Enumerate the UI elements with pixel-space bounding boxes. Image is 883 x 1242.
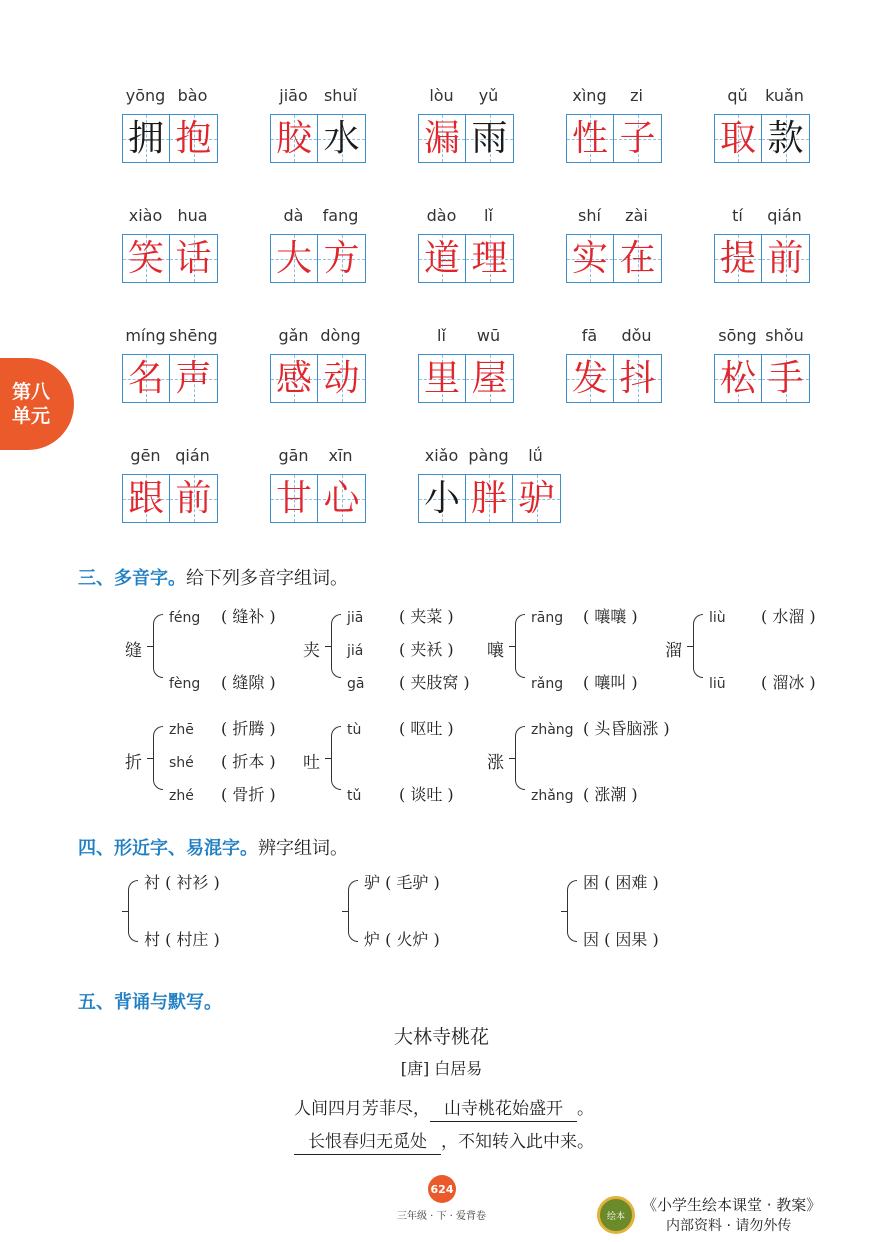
pinyin-syllable: wū <box>476 326 501 345</box>
tian-grid <box>714 234 810 283</box>
item-pinyin: liū <box>709 676 726 692</box>
pinyin-syllable: gǎn <box>278 326 309 345</box>
section5-heading <box>78 988 222 1014</box>
grid-character: 松 <box>719 357 756 399</box>
tian-grid <box>122 114 218 163</box>
item-pinyin: zhē <box>169 722 194 738</box>
polyphonic-item <box>709 670 816 693</box>
polyphonic-item <box>347 670 470 693</box>
tian-grid <box>122 354 218 403</box>
item-pinyin: jiá <box>347 643 364 659</box>
word-pinyin <box>418 206 512 234</box>
grid-character: 在 <box>619 237 656 279</box>
polyphonic-group <box>125 716 325 802</box>
poem-line2-post: ，不知转入此中来。 <box>441 1132 594 1152</box>
pinyin-syllable: zi <box>630 86 643 105</box>
footer-note: 内部资料 · 请勿外传 <box>666 1218 792 1234</box>
brace-point <box>687 646 693 647</box>
polyphonic-group <box>125 604 325 690</box>
tian-grid <box>418 474 561 523</box>
tian-grid <box>270 354 366 403</box>
poem-line1-pre: 人间四月芳菲尽， <box>294 1099 430 1119</box>
item-word: ( 缝隙 ) <box>221 673 276 692</box>
polyphonic-item <box>347 604 454 627</box>
grid-character: 漏 <box>423 117 460 159</box>
grid-character: 提 <box>719 237 756 279</box>
pinyin-syllable: míng <box>125 326 166 345</box>
similar-item <box>364 870 440 893</box>
word-pinyin <box>566 206 660 234</box>
tian-grid <box>714 114 810 163</box>
grid-cell <box>123 475 170 522</box>
pinyin-syllable: dào <box>426 206 457 225</box>
grid-cell <box>614 115 661 162</box>
polyphonic-item <box>531 716 670 739</box>
grid-cell <box>318 355 365 402</box>
word-pinyin <box>270 86 364 114</box>
word-pinyin <box>122 446 216 474</box>
brace-point <box>325 646 331 647</box>
item-word: ( 涨潮 ) <box>583 785 638 804</box>
similar-group <box>124 870 304 950</box>
grid-cell <box>466 475 513 522</box>
brace-point <box>342 911 348 912</box>
brace-mark <box>128 880 138 942</box>
page-number: 624 <box>428 1175 456 1203</box>
grid-cell <box>513 475 560 522</box>
word-pinyin <box>270 206 364 234</box>
grid-character: 发 <box>571 357 608 399</box>
word-pinyin <box>714 326 808 354</box>
item-pinyin: fèng <box>169 676 201 692</box>
brace-point <box>561 911 567 912</box>
grid-cell <box>466 355 513 402</box>
brace-point <box>325 758 331 759</box>
poem-title: 大林寺桃花 <box>393 1026 489 1048</box>
poem-line1-post: 。 <box>577 1099 594 1119</box>
pinyin-syllable: dǒu <box>621 326 652 345</box>
similar-item <box>583 870 659 893</box>
word-pinyin <box>270 326 364 354</box>
grid-cell <box>419 475 466 522</box>
item-word: ( 头昏脑涨 ) <box>583 719 670 738</box>
word-pinyin <box>122 86 216 114</box>
polyphonic-char: 溜 <box>665 641 682 661</box>
item-word: ( 缝补 ) <box>221 607 276 626</box>
brace-point <box>509 646 515 647</box>
pinyin-syllable: pàng <box>468 446 509 465</box>
pinyin-syllable: yōng <box>125 86 166 105</box>
grid-cell <box>271 115 318 162</box>
grid-character: 性 <box>571 117 608 159</box>
brace-mark <box>153 726 163 790</box>
polyphonic-item <box>531 670 638 693</box>
similar-word: 因 ( 因果 ) <box>583 930 659 949</box>
poem-line2-answer: 长恨春归无觅处 <box>294 1127 441 1155</box>
item-pinyin: zhǎng <box>531 788 574 804</box>
pinyin-syllable: lòu <box>429 86 454 105</box>
pinyin-syllable: xīn <box>328 446 353 465</box>
grid-cell <box>614 355 661 402</box>
brace-mark <box>515 614 525 678</box>
grid-cell <box>271 355 318 402</box>
grid-character: 取 <box>719 117 756 159</box>
grid-cell <box>715 355 762 402</box>
unit-tab-line1: 第八 <box>12 381 51 403</box>
grid-cell <box>466 115 513 162</box>
pinyin-syllable: shí <box>578 206 601 225</box>
grid-character: 理 <box>471 237 508 279</box>
grid-cell <box>170 355 217 402</box>
grid-cell <box>466 235 513 282</box>
tian-grid <box>418 234 514 283</box>
card-row <box>122 446 822 566</box>
polyphonic-char: 涨 <box>487 753 504 773</box>
grid-character: 前 <box>767 237 804 279</box>
footer-book-title: 《小学生绘本课堂 · 教案》 <box>642 1196 822 1214</box>
grid-character: 里 <box>423 357 460 399</box>
grid-cell <box>170 235 217 282</box>
pinyin-syllable: gān <box>278 446 309 465</box>
item-word: ( 夹袄 ) <box>399 640 454 659</box>
polyphonic-group <box>487 716 687 802</box>
pinyin-syllable: lǐ <box>437 326 446 345</box>
grid-character: 胖 <box>470 477 507 519</box>
item-word: ( 嚷嚷 ) <box>583 607 638 626</box>
item-pinyin: zhé <box>169 788 194 804</box>
grid-character: 手 <box>767 357 804 399</box>
tian-grid <box>418 354 514 403</box>
pinyin-syllable: xiǎo <box>424 446 459 465</box>
grid-character: 话 <box>175 237 212 279</box>
unit-tab-line2: 单元 <box>12 405 51 427</box>
similar-word: 衬 ( 衬衫 ) <box>144 873 220 892</box>
grid-character: 感 <box>275 357 312 399</box>
grid-cell <box>567 355 614 402</box>
poem-author: [唐] 白居易 <box>400 1059 483 1078</box>
grid-cell <box>567 235 614 282</box>
tian-grid <box>122 234 218 283</box>
grid-character: 水 <box>323 117 360 159</box>
pinyin-syllable: lǘ <box>528 446 543 465</box>
grid-cell <box>614 235 661 282</box>
similar-word: 炉 ( 火炉 ) <box>364 930 440 949</box>
item-pinyin: rǎng <box>531 676 564 692</box>
polyphonic-char: 吐 <box>303 753 320 773</box>
pinyin-syllable: fā <box>581 326 598 345</box>
grid-character: 胶 <box>275 117 312 159</box>
polyphonic-item <box>709 604 816 627</box>
brace-point <box>147 646 153 647</box>
word-pinyin <box>418 326 512 354</box>
section4-title: 四、形近字、易混字。 <box>78 838 258 859</box>
pinyin-syllable: xìng <box>572 86 607 105</box>
tian-grid <box>714 354 810 403</box>
poem-line-1 <box>294 1094 594 1122</box>
similar-word: 村 ( 村庄 ) <box>144 930 220 949</box>
grid-cell <box>419 235 466 282</box>
tian-grid <box>566 114 662 163</box>
grid-cell <box>567 115 614 162</box>
card-row <box>122 206 822 326</box>
word-pinyin <box>122 326 216 354</box>
pinyin-syllable: kuǎn <box>765 86 804 105</box>
polyphonic-group <box>487 604 687 690</box>
section3-heading <box>78 564 348 590</box>
polyphonic-char: 折 <box>125 753 142 773</box>
grid-cell <box>715 235 762 282</box>
pinyin-syllable: shǒu <box>765 326 804 345</box>
similar-item <box>144 927 220 950</box>
grid-character: 子 <box>619 117 656 159</box>
grid-cell <box>762 115 809 162</box>
grid-character: 方 <box>323 237 360 279</box>
grid-cell <box>123 115 170 162</box>
item-pinyin: féng <box>169 610 201 626</box>
pinyin-syllable: zài <box>625 206 648 225</box>
item-word: ( 嚷叫 ) <box>583 673 638 692</box>
pinyin-syllable: yǔ <box>478 86 499 105</box>
grid-cell <box>170 475 217 522</box>
grid-character: 动 <box>323 357 360 399</box>
similar-group <box>344 870 524 950</box>
polyphonic-group <box>665 604 865 690</box>
polyphonic-item <box>347 716 454 739</box>
item-pinyin: rāng <box>531 610 564 626</box>
grid-character: 道 <box>423 237 460 279</box>
item-word: ( 折腾 ) <box>221 719 276 738</box>
item-word: ( 夹菜 ) <box>399 607 454 626</box>
grid-cell <box>762 355 809 402</box>
polyphonic-item <box>531 782 638 805</box>
pinyin-syllable: fang <box>322 206 359 225</box>
grid-character: 屋 <box>471 357 508 399</box>
similar-item <box>583 927 659 950</box>
footer-grade: 三年级 · 下 · 爱背卷 <box>396 1211 487 1222</box>
item-word: ( 水溜 ) <box>761 607 816 626</box>
grid-cell <box>170 115 217 162</box>
grid-cell <box>419 355 466 402</box>
unit-tab <box>0 358 74 450</box>
similar-word: 困 ( 困难 ) <box>583 873 659 892</box>
similar-item <box>144 870 220 893</box>
item-word: ( 溜冰 ) <box>761 673 816 692</box>
pinyin-syllable: jiāo <box>279 86 308 105</box>
grid-cell <box>318 235 365 282</box>
brace-point <box>147 758 153 759</box>
grid-cell <box>271 235 318 282</box>
polyphonic-item <box>169 670 276 693</box>
poem-line-2 <box>294 1127 594 1155</box>
word-pinyin <box>714 206 808 234</box>
item-word: ( 夹肢窝 ) <box>399 673 470 692</box>
grid-character: 大 <box>275 237 312 279</box>
brace-mark <box>515 726 525 790</box>
grid-character: 驴 <box>518 477 555 519</box>
brace-mark <box>153 614 163 678</box>
polyphonic-item <box>169 782 276 805</box>
pinyin-syllable: qián <box>767 206 802 225</box>
grid-cell <box>318 115 365 162</box>
card-row <box>122 86 822 206</box>
word-pinyin <box>418 86 512 114</box>
item-word: ( 谈吐 ) <box>399 785 454 804</box>
grid-cell <box>271 475 318 522</box>
similar-group <box>563 870 743 950</box>
grid-character: 拥 <box>127 117 164 159</box>
polyphonic-item <box>347 782 454 805</box>
item-pinyin: zhàng <box>531 722 574 738</box>
grid-cell <box>419 115 466 162</box>
tian-grid <box>566 234 662 283</box>
brace-point <box>122 911 128 912</box>
grid-cell <box>762 235 809 282</box>
pinyin-syllable: dòng <box>320 326 361 345</box>
grid-character: 心 <box>323 477 360 519</box>
grid-cell <box>318 475 365 522</box>
polyphonic-item <box>169 716 276 739</box>
polyphonic-item <box>169 749 276 772</box>
brace-mark <box>348 880 358 942</box>
brace-mark <box>567 880 577 942</box>
grid-character: 抱 <box>175 117 212 159</box>
grid-character: 笑 <box>127 237 164 279</box>
grid-character: 雨 <box>471 117 508 159</box>
grid-character: 款 <box>767 117 804 159</box>
brace-mark <box>331 726 341 790</box>
word-pinyin <box>566 86 660 114</box>
brace-mark <box>331 614 341 678</box>
pinyin-syllable: bào <box>177 86 208 105</box>
polyphonic-char: 缝 <box>125 641 142 661</box>
pinyin-syllable: tí <box>732 206 743 225</box>
pinyin-syllable: hua <box>177 206 208 225</box>
tian-grid <box>122 474 218 523</box>
pinyin-syllable: lǐ <box>484 206 493 225</box>
grid-cell <box>123 355 170 402</box>
grid-character: 小 <box>423 477 460 519</box>
polyphonic-char: 嚷 <box>487 641 504 661</box>
card-row <box>122 326 822 446</box>
pinyin-syllable: xiào <box>128 206 163 225</box>
grid-cell <box>715 115 762 162</box>
grid-character: 实 <box>571 237 608 279</box>
tian-grid <box>566 354 662 403</box>
grid-character: 前 <box>175 477 212 519</box>
item-word: ( 折本 ) <box>221 752 276 771</box>
grid-character: 抖 <box>619 357 656 399</box>
item-pinyin: jiā <box>347 610 364 626</box>
poem-line1-answer: 山寺桃花始盛开 <box>430 1094 577 1122</box>
polyphonic-item <box>169 604 276 627</box>
section4-heading <box>78 834 348 860</box>
word-pinyin <box>714 86 808 114</box>
item-word: ( 呕吐 ) <box>399 719 454 738</box>
grid-character: 甘 <box>275 477 312 519</box>
section5-title: 五、背诵与默写。 <box>78 992 222 1013</box>
tian-grid <box>270 474 366 523</box>
pinyin-syllable: sōng <box>718 326 757 345</box>
pinyin-syllable: dà <box>283 206 304 225</box>
word-pinyin <box>270 446 364 474</box>
word-pinyin <box>566 326 660 354</box>
pinyin-syllable: qǔ <box>727 86 748 105</box>
grid-character: 声 <box>175 357 212 399</box>
pinyin-syllable: gēn <box>130 446 161 465</box>
polyphonic-item <box>347 637 454 660</box>
item-pinyin: gā <box>347 676 365 692</box>
similar-item <box>364 927 440 950</box>
polyphonic-char: 夹 <box>303 641 320 661</box>
polyphonic-group <box>303 604 503 690</box>
item-pinyin: tù <box>347 722 362 738</box>
similar-word: 驴 ( 毛驴 ) <box>364 873 440 892</box>
pinyin-syllable: shuǐ <box>323 86 358 105</box>
tian-grid <box>270 114 366 163</box>
brace-point <box>509 758 515 759</box>
tian-grid <box>270 234 366 283</box>
book-logo-icon: 绘本 <box>597 1196 635 1234</box>
vocabulary-cards <box>122 86 822 566</box>
item-pinyin: liù <box>709 610 726 626</box>
polyphonic-group <box>303 716 503 802</box>
section3-instruction: 给下列多音字组词。 <box>186 568 348 589</box>
tian-grid <box>418 114 514 163</box>
item-pinyin: shé <box>169 755 194 771</box>
grid-cell <box>123 235 170 282</box>
pinyin-syllable: shēng <box>169 326 218 345</box>
grid-character: 名 <box>127 357 164 399</box>
grid-character: 跟 <box>127 477 164 519</box>
polyphonic-item <box>531 604 638 627</box>
pinyin-syllable: qián <box>175 446 210 465</box>
item-word: ( 骨折 ) <box>221 785 276 804</box>
word-pinyin <box>418 446 559 474</box>
section3-title: 三、多音字。 <box>78 568 186 589</box>
brace-mark <box>693 614 703 678</box>
word-pinyin <box>122 206 216 234</box>
item-pinyin: tǔ <box>347 788 362 804</box>
section4-instruction: 辨字组词。 <box>258 838 348 859</box>
